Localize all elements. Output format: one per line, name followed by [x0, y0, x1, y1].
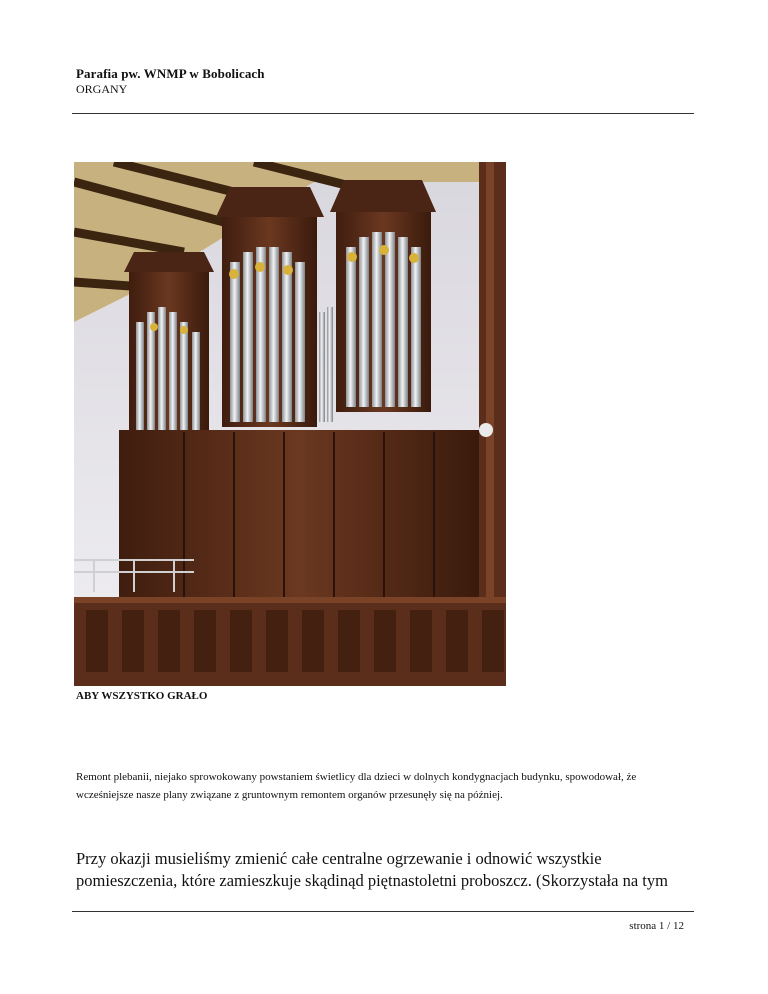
header-divider [72, 113, 694, 114]
organ-illustration [74, 162, 506, 686]
organ-photo [74, 162, 506, 686]
body-paragraph-2: Przy okazji musieliśmy zmienić całe centralne ogrzewanie i odnowić wszystkie pomieszczenia, które zamieszkuje skądinąd piętnastoletni proboszcz. (Skorzystała na tym [76, 849, 668, 890]
photo-caption: ABY WSZYSTKO GRAŁO [76, 690, 208, 702]
document-subtitle: ORGANY [76, 82, 128, 96]
document-title: Parafia pw. WNMP w Bobolicach [76, 66, 265, 81]
footer-divider [72, 911, 694, 912]
page-number: strona 1 / 12 [629, 920, 684, 932]
body-paragraph-1: Remont plebanii, niejako sprowokowany powstaniem świetlicy dla dzieci w dolnych kondygnacjach budynku, spowodował, że wcześniejsze nasze plany związane z gruntownym remontem organów przesunęły się na później. [76, 771, 637, 801]
